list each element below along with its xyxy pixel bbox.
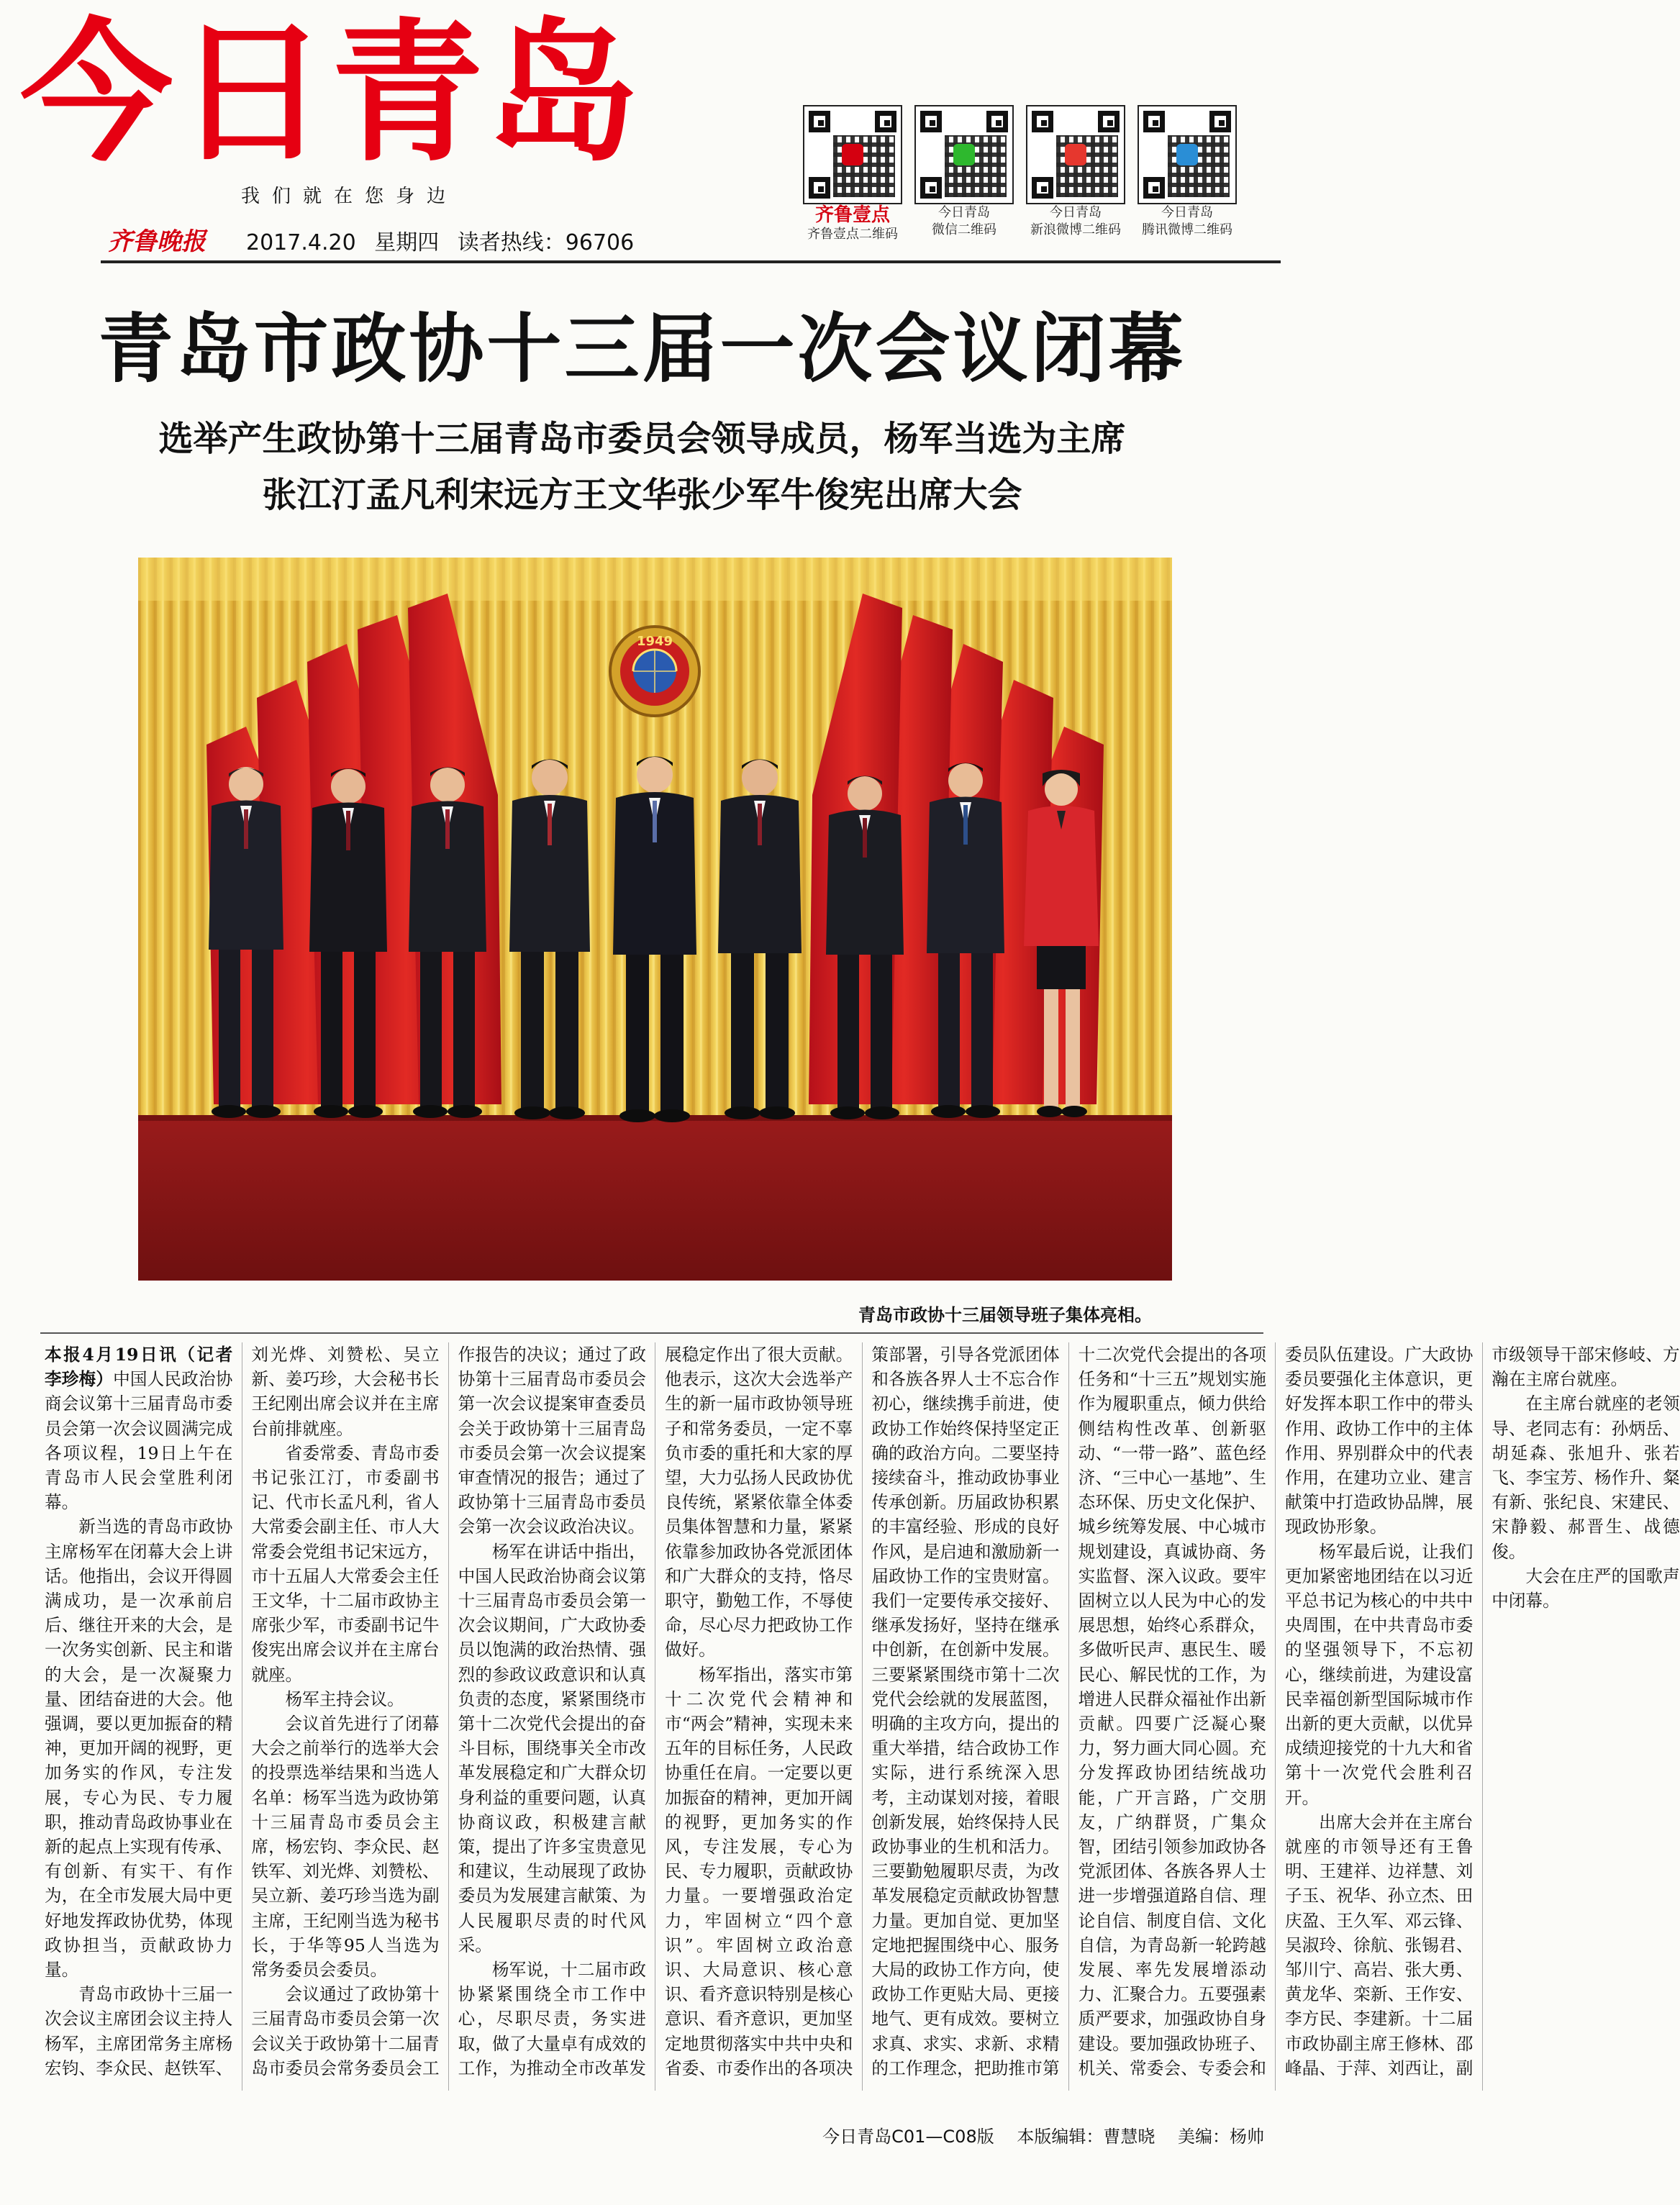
qr-wechat[interactable] <box>910 105 1018 239</box>
newspaper-logo[interactable]: 今日青岛 <box>20 4 642 182</box>
masthead <box>0 0 1284 284</box>
article-paragraph: 在主席台就座的老领导、老同志有：孙炳岳、胡延森、张旭升、张若飞、李宝芳、杨作升、粲有新、张纪良、宋建民、宋静毅、郝晋生、战德俊。 <box>1491 1394 1680 1562</box>
qr-label-2: 齐鲁壹点二维码 <box>807 227 898 242</box>
qr-qilu[interactable] <box>799 105 907 243</box>
article-paragraph: 青岛市政协十三届一次会议主席团会议主持人杨军，主席团常务主席杨宏钧、李众民、赵铁军、刘光烨、刘赞松、吴立新、姜巧珍，大会秘书长王纪刚出席会议并在主席台前排就座。 <box>45 1345 440 2078</box>
footer-designer: 美编：杨帅 <box>1178 2127 1264 2147</box>
qr-code-icon[interactable] <box>803 105 902 204</box>
qr-label-1: 齐鲁壹点 <box>814 204 890 226</box>
article-paragraph: 会议首先进行了闭幕大会之前举行的选举大会的投票选举结果和当选人名单：杨军当选为政协第十三届青岛市委员会主席，杨宏钧、李众民、赵铁军、刘光烨、刘赞松、吴立新、姜巧珍当选为副主席，王纪刚当选为秘书长，于华等95人当选为常务委员会委员。 <box>251 1714 440 1981</box>
article-dateline: 本报4月19日讯（记者 李珍梅） <box>45 1345 250 1390</box>
article-lead-text: 中国人民政治协商会议第十三届青岛市委员会第一次会议圆满完成各项议程，19日上午在青岛市人民会堂胜利闭幕。 <box>45 1369 233 1513</box>
footer-editor: 本版编辑：曹慧晓 <box>1017 2127 1155 2147</box>
headline: 青岛市政协十三届一次会议闭幕 <box>98 304 1186 393</box>
article-paragraph <box>45 1342 250 1514</box>
cppcc-emblem-icon <box>610 627 699 716</box>
qr-code-icon[interactable] <box>1138 105 1237 204</box>
qr-code-icon[interactable] <box>914 105 1014 204</box>
qr-label-1: 今日青岛 <box>1161 205 1213 220</box>
article-paragraph: 杨军指出，落实市第十二次党代会精神和市“两会”精神，实现未来五年的目标任务，人民政协重任在肩。一定要以更加振奋的精神，更加开阔的视野，更加务实的作风，专注发展，专心为民、专力履职，贡献政协力量。一要增强政治定力，牢固树立“四个意识”。牢固树立政治意识、大局意识、核心意识、看齐意识特别是核心意识、看齐意识，更加坚定地贯彻落实中共中央和省委、市委作出的各项决策部署，引导各党派团体和各族各界人士不忘合作初心，继续携手前进，使政协工作始终保持坚定正确的政治方向。二要坚持接续奋斗，推动政协事业传承创新。历届政协积累的丰富经验、形成的良好作风，是启迪和激励新一届政协工作的宝贵财富。我们一定要传承交接好、继承发扬好，坚持在继承中创新，在创新中发展。三要紧紧围绕市第十二次党代会绘就的发展蓝图，明确的主攻方向，提出的重大举措，结合政协工作实际，进行系统深入思考，主动谋划对接，着眼创新发展，始终保持人民政协事业的生机和活力。三要勤勉履职尽责，为改革发展稳定贡献政协智慧力量。更加自觉、更加坚定地把握围绕中心、服务大局的政协工作方向，使政协工作更贴大局、更接地气、更有成效。要树立求真、求实、求新、求精的工作理念，把助推市第十二次党代会提出的各项任务和“十三五”规划实施作为履职重点，倾力供给侧结构性改革、创新驱动、“一带一路”、蓝色经济、“三中心一基地”、生态环保、历史文化保护、城乡统筹发展、中心城市规划建设，真诚协商、务实监督、深入议政。要牢固树立以人民为中心的发展思想，始终心系群众，多做听民声、惠民生、暖民心、解民忧的工作，为增进人民群众福祉作出新贡献。四要广泛凝心聚力，努力画大同心圆。充分发挥政协团结统战功能，广开言路，广交朋友，广纳群贤，广集众智，团结引领参加政协各党派团体、各族各界人士进一步增强道路自信、理论自信、制度自信、文化自信，为青岛新一轮跨越发展、率先发展增添动力、汇聚合力。五要强素质严要求，加强政协自身建设。要加强政协班子、机关、常委会、专委会和委员队伍建设。广大政协委员要强化主体意识，更好发挥本职工作中的带头作用、政协工作中的主体作用、界别群众中的代表作用，在建功立业、建言献策中打造政协品牌，展现政协形象。 <box>664 1345 1474 2078</box>
footer-section: 今日青岛C01—C08版 <box>822 2127 994 2147</box>
qr-label-2: 腾讯微博二维码 <box>1142 222 1232 237</box>
masthead-rule <box>101 260 1281 263</box>
article-paragraph: 杨军主持会议。 <box>285 1688 404 1709</box>
subheadline-2: 张江汀孟凡利宋远方王文华张少军牛俊宪出席大会 <box>262 475 1022 515</box>
qr-label-2: 微信二维码 <box>932 222 996 237</box>
issue-date: 2017.4.20 <box>246 230 356 255</box>
qr-label-1: 今日青岛 <box>938 205 990 220</box>
page-footer <box>805 2122 1264 2147</box>
subheadline-1: 选举产生政协第十三届青岛市委员会领导成员，杨军当选为主席 <box>158 419 1126 459</box>
article-paragraph: 会议通过了政协第十三届青岛市委员会第一次会议关于政协第十二届青岛市委员会常务委员会工作报告的决议；通过了政协第十三届青岛市委员会第一次会议提案审查委员会关于政协第十三届青岛市委员会第一次会议提案审查情况的报告；通过了政协第十三届青岛市委员会第一次会议政治决议。 <box>251 1345 646 2078</box>
issue-weekday: 星期四 <box>374 230 440 255</box>
issue-dateline <box>246 224 645 256</box>
qr-sina-weibo[interactable] <box>1022 105 1130 239</box>
article-body <box>45 1342 1680 2091</box>
slogan: 我们就在您身边 <box>241 186 458 207</box>
article-paragraph: 杨军说，十二届市政协紧紧围绕全市工作中心，尽职尽责，务实进取，做了大量卓有成效的工作，为推动全市改革发展稳定作出了很大贡献。他表示，这次大会选举产生的新一届市政协领导班子和常务委员，一定不辜负市委的重托和大家的厚望，大力弘扬人民政协优良传统，紧紧依靠全体委员集体智慧和力量，紧紧依靠参加政协各党派团体和广大群众的支持，恪尽职守，勤勉工作，不辱使命，尽心尽力把政协工作做好。 <box>458 1345 853 2078</box>
reader-hotline: 读者热线：96706 <box>457 230 635 255</box>
qr-tencent-weibo[interactable] <box>1133 105 1241 239</box>
qr-label-2: 新浪微博二维码 <box>1030 222 1121 237</box>
group-photo[interactable] <box>138 558 1172 1281</box>
article-paragraph: 杨军在讲话中指出，中国人民政治协商会议第十三届青岛市委员会第一次会议期间，广大政协委员以饱满的政治热情、强烈的参政议政意识和认真负责的态度，紧紧围绕市第十二次党代会提出的奋斗目标，围绕事关全市改革发展稳定和广大群众切身利益的重要问题，认真协商议政，积极建言献策，提出了许多宝贵意见和建议，生动展现了政协委员为发展建言献策、为人民履职尽责的时代风采。 <box>458 1541 646 1955</box>
article-rule <box>40 1332 1263 1334</box>
article-paragraph: 省委常委、青岛市委书记张江汀，市委副书记、代市长孟凡利，省人大常委会副主任、市人大常委会党组书记宋远方，市十五届人大常委会主任王文华，十二届市政协主席张少军，市委副书记牛俊宪出席会议并在主席台就座。 <box>251 1442 440 1685</box>
article-paragraph: 杨军最后说，让我们更加紧密地团结在以习近平总书记为核心的中共中央周围，在中共青岛市委的坚强领导下，不忘初心，继续前进，为建设富民幸福创新型国际城市作出新的更大贡献，以优异成绩迎接党的十九大和省第十一次党代会胜利召开。 <box>1284 1541 1474 1808</box>
qr-code-icon[interactable] <box>1026 105 1125 204</box>
article-paragraph: 新当选的青岛市政协主席杨军在闭幕大会上讲话。他指出，会议开得圆满成功，是一次承前启后、继往开来的大会，是一次务实创新、民主和谐的大会，是一次凝聚力量、团结奋进的大会。他强调，要以更加振奋的精神，更加开阔的视野，更加务实的作风，专注发展，专心为民、专力履职，推动青岛政协事业在新的起点上实现有传承、有创新、有实干、有作为，在全市发展大局中更好地发挥政协优势，体现政协担当，贡献政协力量。 <box>45 1517 233 1981</box>
photo-caption: 青岛市政协十三届领导班子集体亮相。 <box>858 1305 1152 1325</box>
article-paragraph: 出席大会并在主席台就座的市领导还有王鲁明、王建祥、边祥慧、刘子玉、祝华、孙立杰、田庆盈、王久军、邓云锋、吴淑玲、徐航、张锡君、邹川宁、高岩、张大勇、黄龙华、栾新、王作安、李方民、李建新。十二届市政协副主席王修林、邵峰晶、于萍、刘西让，副市级领导干部宋修岐、方瀚在主席台就座。 <box>1284 1345 1680 2078</box>
parent-brand: 齐鲁晚报 <box>108 227 206 256</box>
article-paragraph: 大会在庄严的国歌声中闭幕。 <box>1491 1565 1680 1611</box>
emblem-year: 1949 <box>636 634 673 649</box>
qr-label-1: 今日青岛 <box>1050 205 1102 220</box>
